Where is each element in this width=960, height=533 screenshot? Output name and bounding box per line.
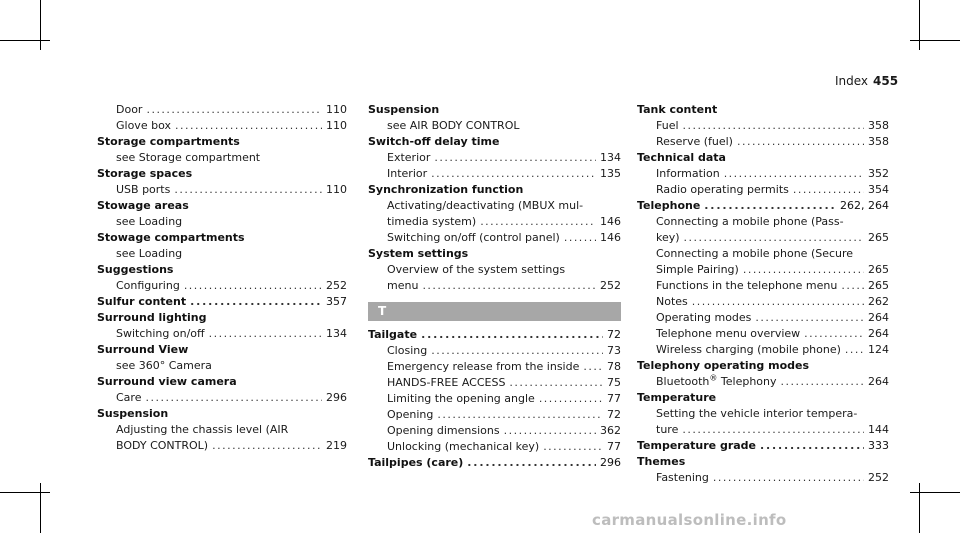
index-entry: BODY CONTROL) . . . 219: [97, 438, 347, 454]
index-heading-entry: Tailgate . . . 72: [368, 327, 621, 343]
page-ref[interactable]: 358: [868, 135, 889, 148]
page-ref[interactable]: 77: [607, 392, 621, 405]
index-entry-text: Connecting a mobile phone (Secure: [656, 247, 854, 260]
page-ref[interactable]: 219: [326, 439, 347, 452]
watermark: carmanualsonline.info: [592, 511, 787, 529]
index-heading: Surround View: [97, 343, 189, 356]
index-heading: System settings: [368, 247, 469, 260]
page-ref[interactable]: 78: [607, 360, 621, 373]
index-entry-text: Connecting a mobile phone (Pass-: [656, 215, 844, 228]
page-ref[interactable]: 262, 264: [840, 199, 889, 212]
index-see-reference[interactable]: see AIR BODY CONTROL: [387, 119, 520, 132]
page-ref[interactable]: 110: [326, 119, 347, 132]
page-ref[interactable]: 134: [326, 327, 347, 340]
index-entry: Care . . . 296: [97, 390, 347, 406]
index-entry-text: Adjusting the chassis level (AIR: [116, 423, 289, 436]
crop-mark: [0, 40, 50, 41]
page-number: 455: [873, 74, 899, 88]
page-ref[interactable]: 264: [868, 375, 889, 388]
page-ref[interactable]: 146: [600, 231, 621, 244]
index-entry: Wireless charging (mobile phone) . . . 124: [637, 342, 889, 358]
page-ref[interactable]: 73: [607, 344, 621, 357]
index-heading-entry: Tailpipes (care) . . . 296: [368, 455, 621, 471]
page-ref[interactable]: 252: [600, 279, 621, 292]
index-entry-text: Overview of the system settings: [387, 263, 566, 276]
index-entry: Limiting the opening angle . . . 77: [368, 391, 621, 407]
page-ref[interactable]: 264: [868, 311, 889, 324]
index-heading: Tank content: [637, 103, 718, 116]
page-ref[interactable]: 362: [600, 424, 621, 437]
index-heading: Surround lighting: [97, 311, 207, 324]
page-ref[interactable]: 352: [868, 167, 889, 180]
index-heading: Themes: [637, 455, 686, 468]
index-entry: Information . . . 352: [637, 166, 889, 182]
crop-mark: [919, 483, 920, 533]
registered-mark: ®: [709, 373, 718, 383]
index-entry: timedia system) . . . 146: [368, 214, 621, 230]
page-ref[interactable]: 357: [326, 295, 347, 308]
page-ref[interactable]: 252: [326, 279, 347, 292]
crop-mark: [919, 0, 920, 50]
page-ref[interactable]: 265: [868, 279, 889, 292]
index-entry: Closing . . . 73: [368, 343, 621, 359]
page-ref[interactable]: 296: [326, 391, 347, 404]
crop-mark: [40, 483, 41, 533]
index-heading: Storage compartments: [97, 135, 240, 148]
index-entry: Glove box . . . 110: [97, 118, 347, 134]
page-ref[interactable]: 72: [607, 328, 621, 341]
index-entry: HANDS-FREE ACCESS . . . 75: [368, 375, 621, 391]
index-entry: Door . . . 110: [97, 102, 347, 118]
page-ref[interactable]: 110: [326, 103, 347, 116]
page-ref[interactable]: 358: [868, 119, 889, 132]
index-heading: Suggestions: [97, 263, 174, 276]
index-entry: key) . . . 265: [637, 230, 889, 246]
index-heading-entry: Sulfur content . . . 357: [97, 294, 347, 310]
crop-mark: [0, 492, 50, 493]
index-entry: Unlocking (mechanical key) . . . 77: [368, 439, 621, 455]
index-see-reference[interactable]: see 360° Camera: [116, 359, 212, 372]
page-ref[interactable]: 77: [607, 440, 621, 453]
page-ref[interactable]: 146: [600, 215, 621, 228]
page-ref[interactable]: 333: [868, 439, 889, 452]
index-column-1: [97, 102, 347, 454]
index-heading: Stowage compartments: [97, 231, 245, 244]
index-entry: USB ports . . . 110: [97, 182, 347, 198]
page-ref[interactable]: 296: [600, 456, 621, 469]
index-column-3: [637, 102, 889, 486]
index-heading: Suspension: [97, 407, 169, 420]
index-heading: Surround view camera: [97, 375, 237, 388]
index-entry: Simple Pairing) . . . 265: [637, 262, 889, 278]
index-see-reference[interactable]: see Storage compartment: [116, 151, 261, 164]
crop-mark: [910, 40, 960, 41]
index-heading: Temperature: [637, 391, 717, 404]
index-entry-text: Setting the vehicle interior tempera-: [656, 407, 858, 420]
crop-mark: [40, 0, 41, 50]
index-heading-entry: Telephone . . . 262, 264: [637, 198, 889, 214]
index-entry: Configuring . . . 252: [97, 278, 347, 294]
index-entry: Bluetooth® Telephony . . . 264: [637, 374, 889, 390]
index-heading: Stowage areas: [97, 199, 189, 212]
index-entry: Operating modes . . . 264: [637, 310, 889, 326]
page-ref[interactable]: 264: [868, 327, 889, 340]
index-entry: Fastening . . . 252: [637, 470, 889, 486]
page-ref[interactable]: 75: [607, 376, 621, 389]
page-ref[interactable]: 252: [868, 471, 889, 484]
index-heading: Synchronization function: [368, 183, 524, 196]
index-entry: Radio operating permits . . . 354: [637, 182, 889, 198]
index-entry: Opening dimensions . . . 362: [368, 423, 621, 439]
page-ref[interactable]: 265: [868, 263, 889, 276]
crop-mark: [910, 492, 960, 493]
index-heading: Technical data: [637, 151, 726, 164]
page-ref[interactable]: 135: [600, 167, 621, 180]
page-ref[interactable]: 110: [326, 183, 347, 196]
page-ref[interactable]: 124: [868, 343, 889, 356]
section-letter-bar: T: [368, 302, 621, 321]
index-column-2: [368, 102, 621, 471]
index-entry: Switching on/off (control panel) . . . 146: [368, 230, 621, 246]
index-entry: Interior . . . 135: [368, 166, 621, 182]
index-entry: Notes . . . 262: [637, 294, 889, 310]
page-header: [835, 74, 925, 88]
page-ref[interactable]: 354: [868, 183, 889, 196]
index-entry: menu . . . 252: [368, 278, 621, 294]
index-see-reference[interactable]: see Loading: [116, 215, 183, 228]
index-entry-text: Activating/deactivating (MBUX mul-: [387, 199, 584, 212]
index-heading: Suspension: [368, 103, 440, 116]
header-label: Index: [835, 74, 869, 88]
index-entry: Switching on/off . . . 134: [97, 326, 347, 342]
page-ref[interactable]: 134: [600, 151, 621, 164]
index-entry: Emergency release from the inside . . . 78: [368, 359, 621, 375]
index-heading: Telephony operating modes: [637, 359, 810, 372]
index-see-reference[interactable]: see Loading: [116, 247, 183, 260]
index-entry: Exterior . . . 134: [368, 150, 621, 166]
index-entry: Fuel . . . 358: [637, 118, 889, 134]
page-ref[interactable]: 144: [868, 423, 889, 436]
index-entry: ture . . . 144: [637, 422, 889, 438]
page-ref[interactable]: 265: [868, 231, 889, 244]
index-entry: Functions in the telephone menu . . . 265: [637, 278, 889, 294]
page-ref[interactable]: 72: [607, 408, 621, 421]
index-entry: Telephone menu overview . . . 264: [637, 326, 889, 342]
index-heading: Switch-off delay time: [368, 135, 500, 148]
index-entry: Opening . . . 72: [368, 407, 621, 423]
index-entry: Reserve (fuel) . . . 358: [637, 134, 889, 150]
page-ref[interactable]: 262: [868, 295, 889, 308]
index-heading-entry: Temperature grade . . . 333: [637, 438, 889, 454]
index-heading: Storage spaces: [97, 167, 193, 180]
